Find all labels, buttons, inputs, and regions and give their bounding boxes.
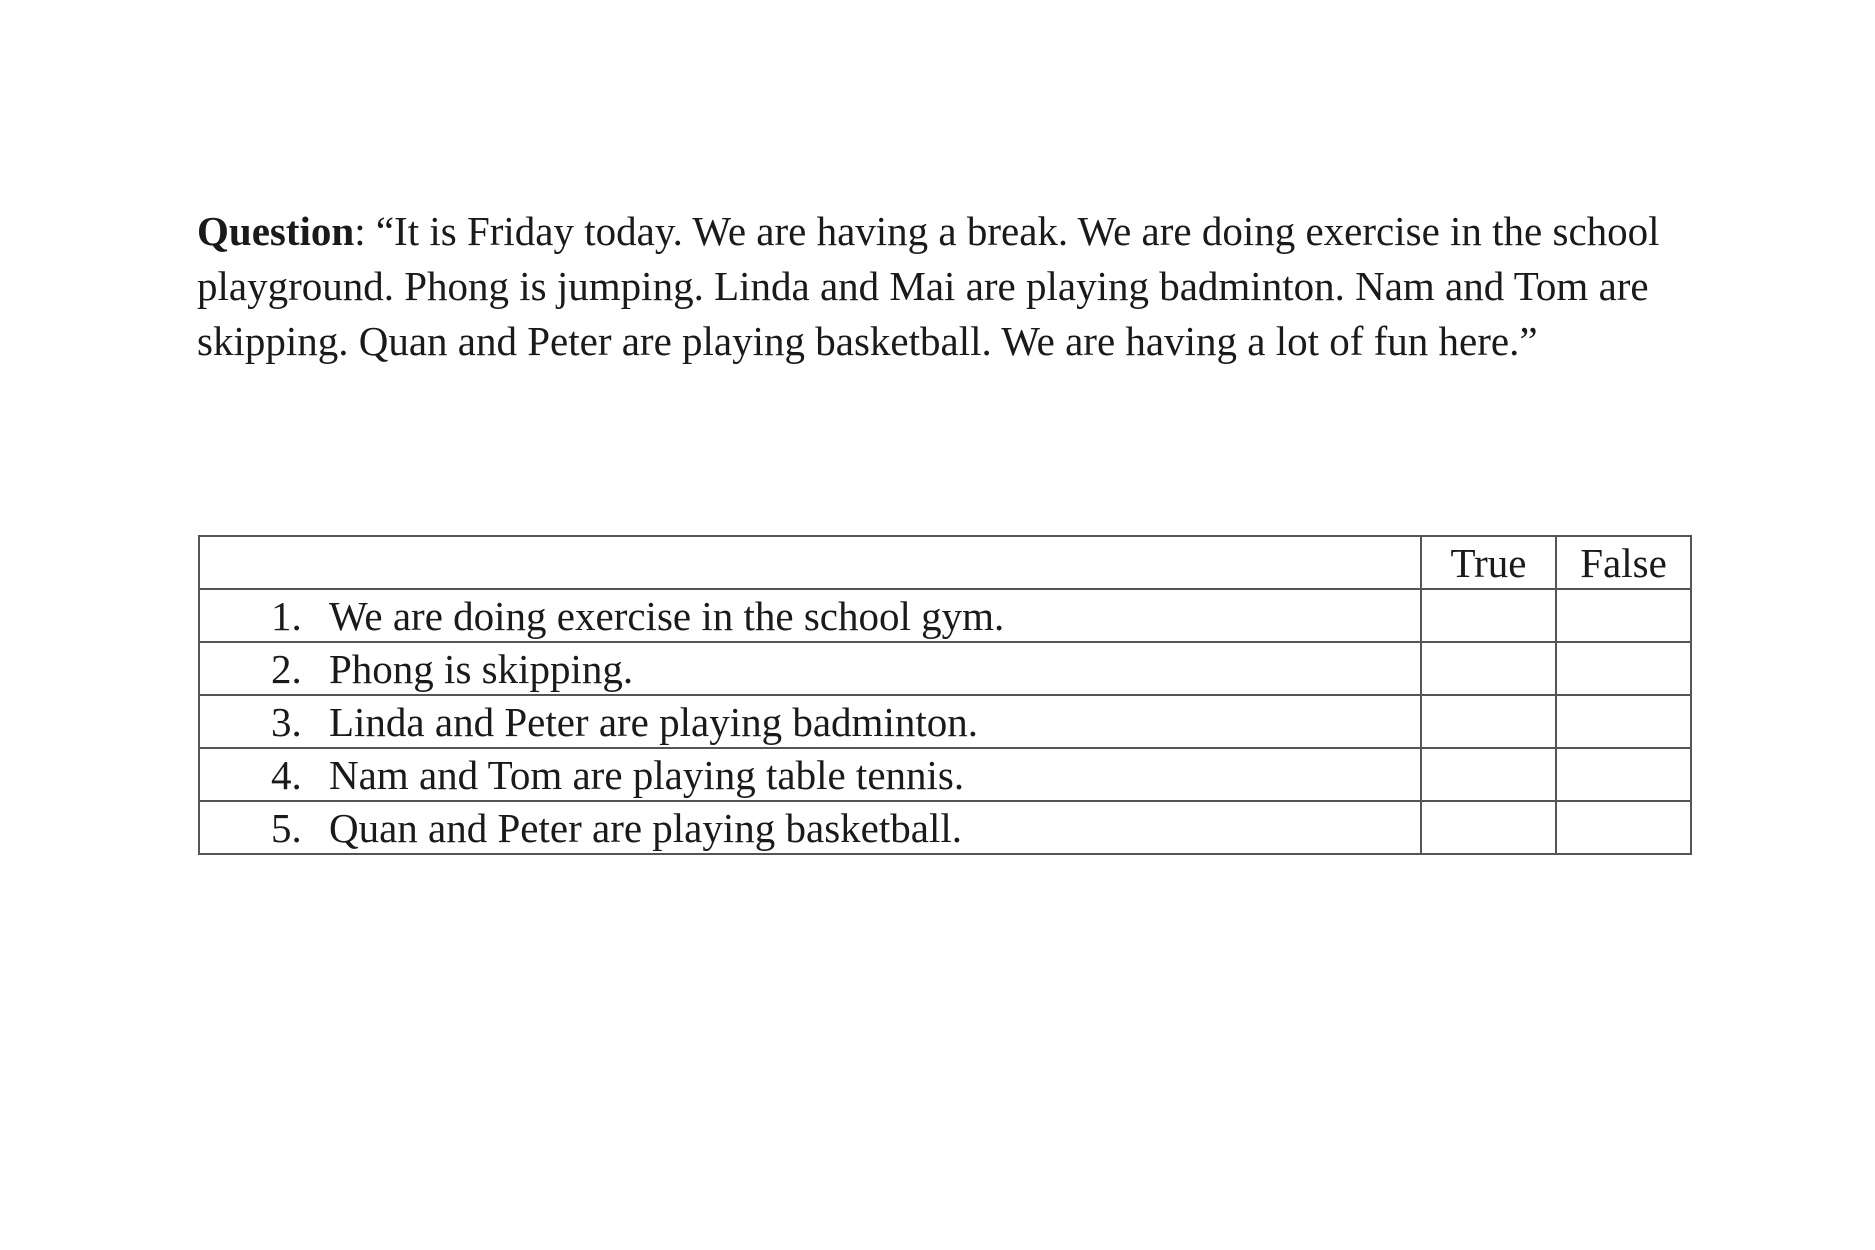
true-answer-cell[interactable] xyxy=(1421,642,1556,695)
true-answer-cell[interactable] xyxy=(1421,801,1556,854)
statement-cell xyxy=(199,695,1421,748)
statement-cell xyxy=(199,748,1421,801)
true-false-table xyxy=(198,535,1692,855)
true-answer-cell[interactable] xyxy=(1421,695,1556,748)
table-header-row xyxy=(199,536,1691,589)
statement-text: We are doing exercise in the school gym. xyxy=(329,592,1005,639)
question-passage xyxy=(197,204,1687,369)
question-separator: : xyxy=(354,208,376,254)
table-row xyxy=(199,642,1691,695)
statement-cell xyxy=(199,642,1421,695)
table-row xyxy=(199,589,1691,642)
table-row xyxy=(199,695,1691,748)
false-answer-cell[interactable] xyxy=(1556,642,1691,695)
false-answer-cell[interactable] xyxy=(1556,695,1691,748)
header-true: True xyxy=(1421,536,1556,589)
statement-cell xyxy=(199,801,1421,854)
statement-text: Phong is skipping. xyxy=(329,645,634,692)
false-answer-cell[interactable] xyxy=(1556,748,1691,801)
statement-number: 2. xyxy=(271,645,302,692)
statement-text: Linda and Peter are playing badminton. xyxy=(329,698,978,745)
statement-number: 1. xyxy=(271,592,302,639)
question-text: “It is Friday today. We are having a break. We are doing exercise in the school playground. Phong is jumping. Linda and Mai are playing badminton. Nam and Tom are skipping. Quan and Peter are playing basketball. We are having a lot of fun here.” xyxy=(197,208,1660,364)
statement-text: Nam and Tom are playing table tennis. xyxy=(329,751,965,798)
table-row xyxy=(199,801,1691,854)
statement-number: 4. xyxy=(271,751,302,798)
statement-text: Quan and Peter are playing basketball. xyxy=(329,804,962,851)
true-answer-cell[interactable] xyxy=(1421,589,1556,642)
statement-number: 3. xyxy=(271,698,302,745)
header-statement-cell xyxy=(199,536,1421,589)
question-label: Question xyxy=(197,208,355,254)
statement-cell xyxy=(199,589,1421,642)
true-answer-cell[interactable] xyxy=(1421,748,1556,801)
table-row xyxy=(199,748,1691,801)
false-answer-cell[interactable] xyxy=(1556,801,1691,854)
false-answer-cell[interactable] xyxy=(1556,589,1691,642)
statement-number: 5. xyxy=(271,804,302,851)
header-false: False xyxy=(1556,536,1691,589)
